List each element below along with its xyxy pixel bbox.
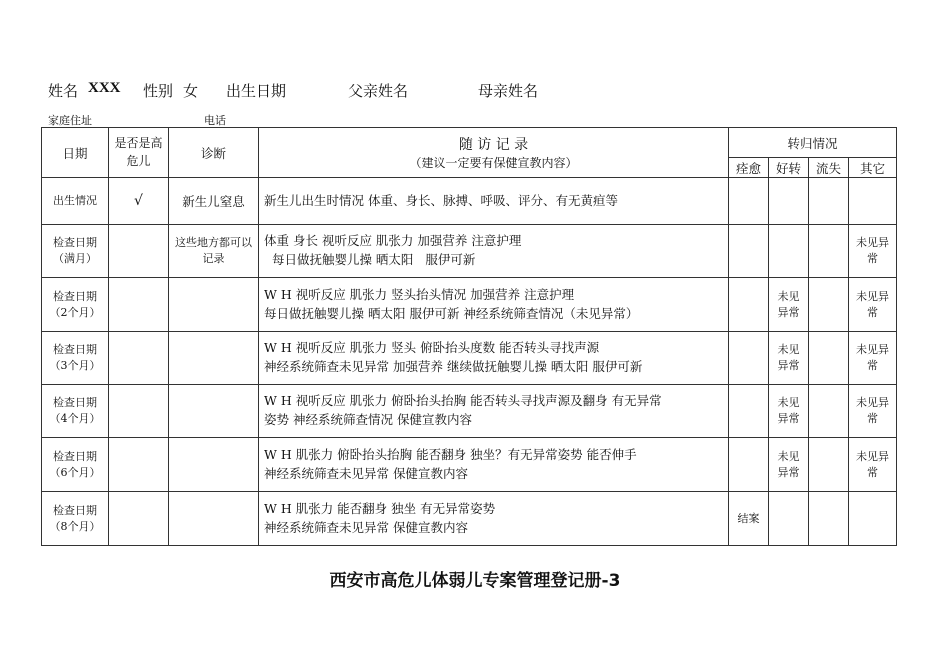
row-cured xyxy=(729,385,769,438)
row-improved: 未见异常 xyxy=(769,332,809,385)
col-improved-header: 好转 xyxy=(769,158,809,178)
row-record: W H 视听反应 肌张力 俯卧抬头抬胸 能否转头寻找声源及翻身 有无异常 姿势 神经系统筛查情况 保健宣教内容 xyxy=(259,385,729,438)
row-diagnosis: 这些地方都可以记录 xyxy=(169,225,259,278)
row-record: 体重 身长 视听反应 肌张力 加强营养 注意护理 每日做抚触婴儿操 晒太阳 服伊可新 xyxy=(259,225,729,278)
table-header-row xyxy=(42,128,897,158)
row-improved: 未见异常 xyxy=(769,438,809,492)
mother-name-label: 母亲姓名 xyxy=(478,82,539,100)
row-other: 未见异常 xyxy=(849,385,897,438)
row-diagnosis xyxy=(169,492,259,546)
row-risk-check: √ xyxy=(109,178,169,225)
row-improved: 未见异常 xyxy=(769,278,809,332)
row-other: 未见异常 xyxy=(849,332,897,385)
row-lost xyxy=(809,438,849,492)
row-risk-check xyxy=(109,225,169,278)
row-date: 检查日期（6个月） xyxy=(42,438,109,492)
father-name-label: 父亲姓名 xyxy=(348,82,409,100)
row-cured xyxy=(729,332,769,385)
name-label: 姓名 xyxy=(48,82,79,100)
row-record: W H 视听反应 肌张力 竖头抬头情况 加强营养 注意护理 每日做抚触婴儿操 晒太阳 服伊可新 神经系统筛查情况（未见异常） xyxy=(259,278,729,332)
row-cured xyxy=(729,278,769,332)
col-diagnosis-header: 诊断 xyxy=(169,128,259,178)
table-row xyxy=(42,385,897,438)
col-other-header: 其它 xyxy=(849,158,897,178)
row-cured xyxy=(729,438,769,492)
row-record: W H 肌张力 能否翻身 独坐 有无异常姿势 神经系统筛查未见异常 保健宣教内容 xyxy=(259,492,729,546)
gender-label: 性别 xyxy=(143,82,174,100)
row-improved xyxy=(769,225,809,278)
row-diagnosis xyxy=(169,332,259,385)
table-row xyxy=(42,178,897,225)
row-lost xyxy=(809,178,849,225)
row-risk-check xyxy=(109,332,169,385)
row-lost xyxy=(809,332,849,385)
table-row xyxy=(42,278,897,332)
row-record: W H 肌张力 俯卧抬头抬胸 能否翻身 独坐？有无异常姿势 能否伸手 神经系统筛查未见异常 保健宣教内容 xyxy=(259,438,729,492)
row-date: 出生情况 xyxy=(42,178,109,225)
row-date: 检查日期（2个月） xyxy=(42,278,109,332)
table-row xyxy=(42,438,897,492)
col-visit-record-header: 随 访 记 录 （建议一定要有保健宣教内容） xyxy=(259,128,729,178)
row-improved xyxy=(769,178,809,225)
address-label: 家庭住址 xyxy=(48,114,92,127)
gender-value: 女 xyxy=(183,82,199,100)
row-date: 检查日期（4个月） xyxy=(42,385,109,438)
row-lost xyxy=(809,385,849,438)
register-title: 西安市高危儿体弱儿专案管理登记册-3 xyxy=(329,571,621,591)
row-diagnosis xyxy=(169,385,259,438)
row-improved xyxy=(769,492,809,546)
row-lost xyxy=(809,492,849,546)
row-other: 未见异常 xyxy=(849,225,897,278)
table-row xyxy=(42,492,897,546)
name-value: XXX xyxy=(88,80,121,96)
col-lost-header: 流失 xyxy=(809,158,849,178)
table-row xyxy=(42,332,897,385)
table-row xyxy=(42,225,897,278)
row-other xyxy=(849,178,897,225)
row-risk-check xyxy=(109,385,169,438)
col-referral-header: 转归情况 xyxy=(729,128,897,158)
row-other: 未见异常 xyxy=(849,278,897,332)
row-lost xyxy=(809,225,849,278)
row-date: 检查日期（8个月） xyxy=(42,492,109,546)
row-cured xyxy=(729,178,769,225)
row-cured: 结案 xyxy=(729,492,769,546)
row-record: 新生儿出生时情况 体重、身长、脉搏、呼吸、评分、有无黄疸等 xyxy=(259,178,729,225)
row-other: 未见异常 xyxy=(849,438,897,492)
phone-label: 电话 xyxy=(204,114,226,127)
row-risk-check xyxy=(109,278,169,332)
row-other xyxy=(849,492,897,546)
birth-date-label: 出生日期 xyxy=(226,82,287,100)
col-risk-header: 是否是高危儿 xyxy=(109,128,169,178)
row-cured xyxy=(729,225,769,278)
row-diagnosis xyxy=(169,438,259,492)
row-date: 检查日期（3个月） xyxy=(42,332,109,385)
row-record: W H 视听反应 肌张力 竖头 俯卧抬头度数 能否转头寻找声源 神经系统筛查未见异常 加强营养 继续做抚触婴儿操 晒太阳 服伊可新 xyxy=(259,332,729,385)
row-risk-check xyxy=(109,492,169,546)
row-diagnosis xyxy=(169,278,259,332)
row-lost xyxy=(809,278,849,332)
row-diagnosis: 新生儿窒息 xyxy=(169,178,259,225)
row-improved: 未见异常 xyxy=(769,385,809,438)
followup-table xyxy=(41,127,897,546)
row-date: 检查日期（满月） xyxy=(42,225,109,278)
col-date-header: 日期 xyxy=(42,128,109,178)
row-risk-check xyxy=(109,438,169,492)
col-cured-header: 痊愈 xyxy=(729,158,769,178)
